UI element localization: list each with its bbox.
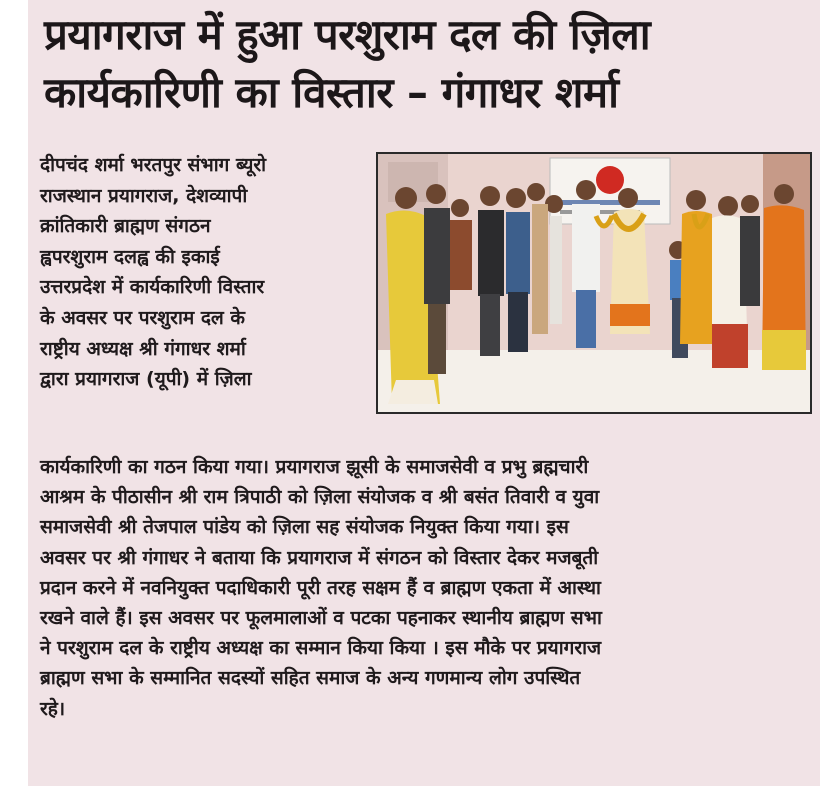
article-line: दीपचंद शर्मा भरतपुर संभाग ब्यूरो	[40, 154, 267, 176]
article-line: प्रदान करने में नवनियुक्त पदाधिकारी पूरी तरह सक्षम हैं व ब्राह्मण एकता में आस्था	[40, 576, 601, 599]
article-line: राजस्थान प्रयागराज, देशव्यापी	[40, 184, 248, 207]
headline	[44, 6, 804, 122]
article-line: क्रांतिकारी ब्राह्मण संगठन	[40, 215, 211, 238]
article-line: द्वारा प्रयागराज (यूपी) में ज़िला	[40, 368, 252, 391]
headline-line-2: कार्यकारिणी का विस्तार – गंगाधर शर्मा	[44, 68, 619, 117]
article-line: अवसर पर श्री गंगाधर ने बताया कि प्रयागराज में संगठन को विस्तार देकर मजबूती	[40, 546, 599, 569]
article-line: ब्राह्मण सभा के सम्मानित सदस्यों सहित समाज के अन्य गणमान्य लोग उपस्थित	[40, 667, 581, 690]
article-body-full-width	[40, 452, 810, 724]
article-line: उत्तरप्रदेश में कार्यकारिणी विस्तार	[40, 276, 265, 299]
article-line: ह्वपरशुराम दलह्व की इकाई	[40, 245, 220, 268]
article-line: ने परशुराम दल के राष्ट्रीय अध्यक्ष का सम्मान किया किया । इस मौके पर प्रयागराज	[40, 637, 602, 660]
article-line: कार्यकारिणी का गठन किया गया। प्रयागराज झूसी के समाजसेवी व प्रभु ब्रह्मचारी	[40, 456, 589, 478]
newspaper-clipping	[28, 0, 820, 786]
group-photo-icon	[378, 154, 810, 412]
article-line: रखने वाले हैं। इस अवसर पर फूलमालाओं व पटका पहनाकर स्थानीय ब्राह्मण सभा	[40, 607, 602, 630]
article-line: के अवसर पर परशुराम दल के	[40, 306, 246, 329]
article-line: राष्ट्रीय अध्यक्ष श्री गंगाधर शर्मा	[40, 337, 246, 360]
article-body-left-column	[40, 150, 362, 395]
headline-line-1: प्रयागराज में हुआ परशुराम दल की ज़िला	[44, 10, 651, 59]
group-photo	[376, 152, 812, 414]
article-line: समाजसेवी श्री तेजपाल पांडेय को ज़िला सह संयोजक नियुक्त किया गया। इस	[40, 516, 569, 539]
article-line: आश्रम के पीठासीन श्री राम त्रिपाठी को ज़िला संयोजक व श्री बसंत तिवारी व युवा	[40, 486, 600, 509]
article-line: रहे।	[40, 697, 66, 720]
